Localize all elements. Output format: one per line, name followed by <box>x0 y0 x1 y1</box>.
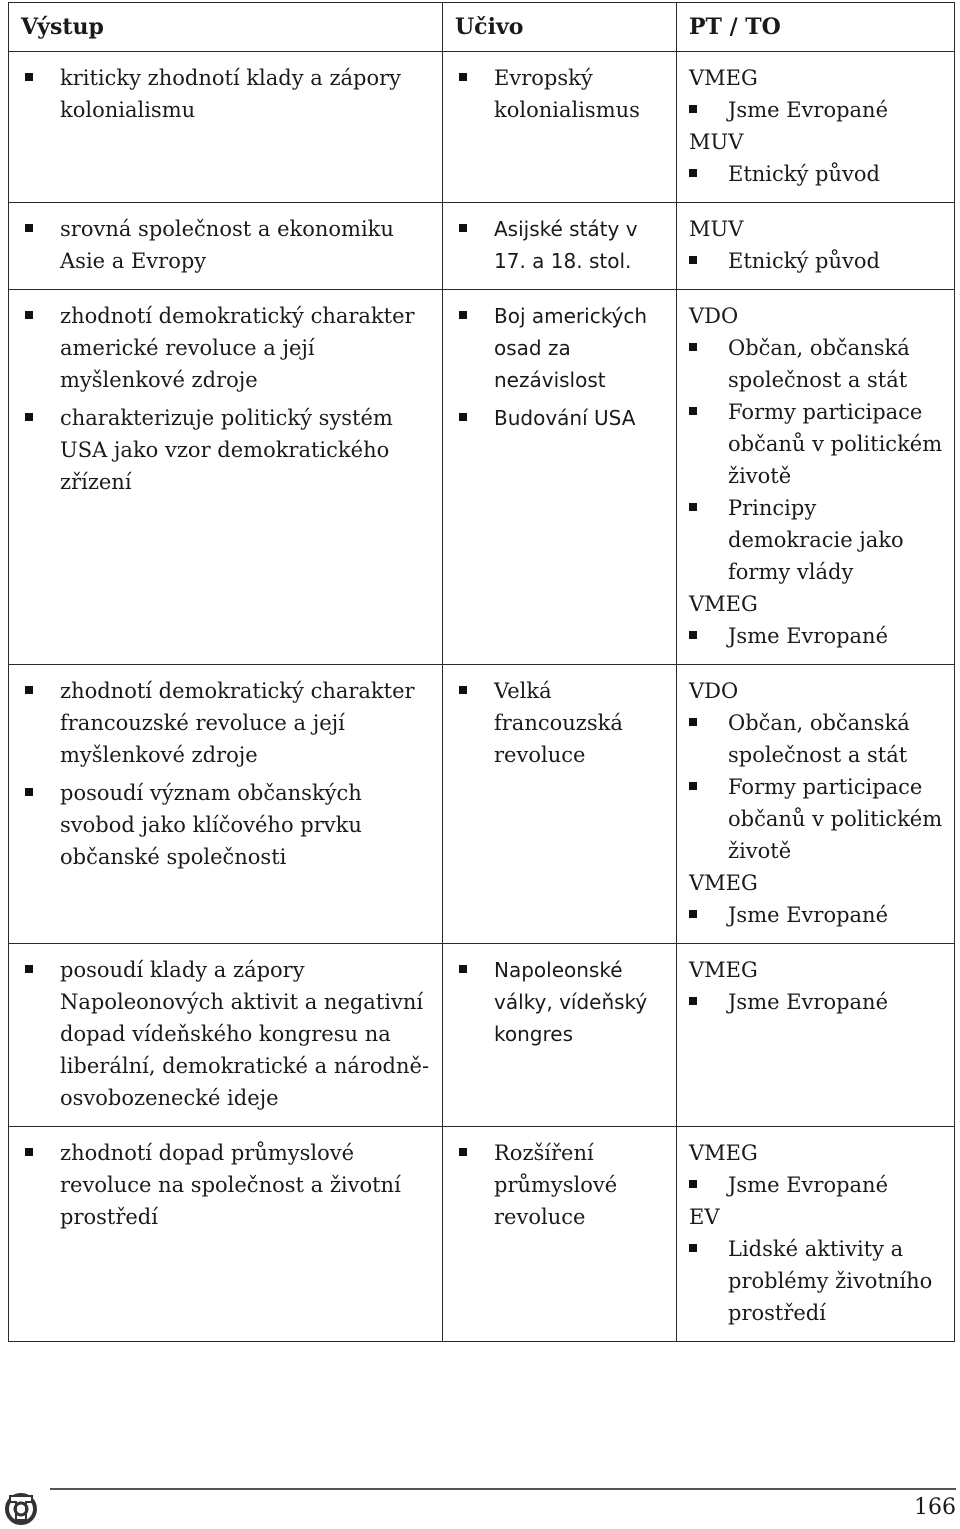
vystup-list <box>9 52 442 138</box>
vystup-item <box>21 1137 432 1233</box>
ucivo-text: Velká francouzská revoluce <box>494 679 623 767</box>
vystup-item <box>21 675 432 771</box>
bullet-icon <box>689 718 697 726</box>
pt-list <box>677 944 954 1030</box>
ucivo-item <box>455 675 666 771</box>
vystup-text: zhodnotí demokratický charakter americké revoluce a její myšlenkové zdroje <box>60 304 415 392</box>
ucivo-item <box>455 954 666 1050</box>
bullet-icon <box>459 1148 467 1156</box>
vystup-list <box>9 944 442 1126</box>
vystup-text: zhodnotí dopad průmyslové revoluce na společnost a životní prostředí <box>60 1141 401 1229</box>
ucivo-list <box>443 944 676 1062</box>
pt-cell <box>677 290 955 665</box>
theme-text: Jsme Evropané <box>728 1173 889 1197</box>
bullet-icon <box>689 105 697 113</box>
bullet-icon <box>25 73 33 81</box>
theme-item <box>689 94 944 126</box>
bullet-icon <box>689 997 697 1005</box>
vystup-cell <box>9 290 443 665</box>
bullet-icon <box>25 965 33 973</box>
bullet-icon <box>25 413 33 421</box>
vystup-cell <box>9 1127 443 1342</box>
theme-tag: VMEG <box>689 592 758 616</box>
ucivo-item <box>455 213 666 277</box>
bullet-icon <box>689 782 697 790</box>
theme-text: Jsme Evropané <box>728 98 889 122</box>
table-row <box>9 203 955 290</box>
pt-cell <box>677 944 955 1127</box>
bullet-icon <box>689 407 697 415</box>
theme-text: Jsme Evropané <box>728 903 889 927</box>
theme-item <box>689 245 944 277</box>
ucivo-text: Boj amerických osad za nezávislost <box>494 304 648 392</box>
vystup-text: zhodnotí demokratický charakter francouzské revoluce a její myšlenkové zdroje <box>60 679 415 767</box>
ucivo-text: Budování USA <box>494 406 636 430</box>
vystup-item <box>21 62 432 126</box>
theme-item <box>689 707 944 771</box>
ucivo-cell <box>443 665 677 944</box>
header-pt: PT / TO <box>677 3 955 52</box>
table-row <box>9 665 955 944</box>
bullet-icon <box>689 503 697 511</box>
ucivo-item <box>455 402 666 434</box>
theme-text: Občan, občanská společnost a stát <box>728 711 910 767</box>
theme-text: Formy participace občanů v politickém životě <box>728 775 943 863</box>
theme-text: Občan, občanská společnost a stát <box>728 336 910 392</box>
ucivo-list <box>443 1127 676 1245</box>
table-row <box>9 1127 955 1342</box>
bullet-icon <box>689 631 697 639</box>
footer-divider <box>50 1488 956 1490</box>
theme-tag: EV <box>689 1205 720 1229</box>
ucivo-item <box>455 300 666 396</box>
theme-item <box>689 396 944 492</box>
theme-text: Jsme Evropané <box>728 990 889 1014</box>
ucivo-cell <box>443 290 677 665</box>
table-row <box>9 944 955 1127</box>
pt-list <box>677 290 954 664</box>
theme-text: Etnický původ <box>728 249 880 273</box>
theme-tag: VMEG <box>689 66 758 90</box>
pt-cell <box>677 52 955 203</box>
theme-text: Etnický původ <box>728 162 880 186</box>
ucivo-list <box>443 290 676 446</box>
pt-list <box>677 1127 954 1341</box>
theme-item <box>689 771 944 867</box>
ucivo-text: Rozšíření průmyslové revoluce <box>494 1141 618 1229</box>
theme-item <box>689 986 944 1018</box>
school-logo-icon <box>2 1490 40 1526</box>
vystup-item <box>21 777 432 873</box>
bullet-icon <box>459 686 467 694</box>
ucivo-cell <box>443 203 677 290</box>
bullet-icon <box>689 910 697 918</box>
pt-cell <box>677 1127 955 1342</box>
pt-list <box>677 665 954 943</box>
theme-text: Formy participace občanů v politickém životě <box>728 400 943 488</box>
bullet-icon <box>689 256 697 264</box>
bullet-icon <box>25 686 33 694</box>
theme-item <box>689 158 944 190</box>
theme-item <box>689 1233 944 1329</box>
vystup-cell <box>9 944 443 1127</box>
theme-tag: VDO <box>689 679 739 703</box>
bullet-icon <box>689 1180 697 1188</box>
pt-cell <box>677 203 955 290</box>
table-row <box>9 52 955 203</box>
bullet-icon <box>25 224 33 232</box>
ucivo-item <box>455 1137 666 1233</box>
vystup-list <box>9 665 442 885</box>
theme-tag: VMEG <box>689 871 758 895</box>
ucivo-text: Asijské státy v 17. a 18. stol. <box>494 217 638 273</box>
vystup-text: charakterizuje politický systém USA jako vzor demokratického zřízení <box>60 406 393 494</box>
theme-tag: MUV <box>689 130 744 154</box>
vystup-cell <box>9 203 443 290</box>
vystup-item <box>21 402 432 498</box>
theme-item <box>689 899 944 931</box>
theme-tag: VMEG <box>689 958 758 982</box>
pt-cell <box>677 665 955 944</box>
ucivo-list <box>443 52 676 138</box>
bullet-icon <box>689 1244 697 1252</box>
vystup-cell <box>9 52 443 203</box>
vystup-text: posoudí význam občanských svobod jako klíčového prvku občanské společnosti <box>60 781 362 869</box>
ucivo-list <box>443 665 676 783</box>
bullet-icon <box>459 73 467 81</box>
bullet-icon <box>689 169 697 177</box>
pt-list <box>677 203 954 289</box>
curriculum-table <box>8 2 955 1342</box>
bullet-icon <box>25 788 33 796</box>
theme-item <box>689 1169 944 1201</box>
page-number: 166 <box>914 1495 956 1520</box>
theme-item <box>689 332 944 396</box>
bullet-icon <box>459 965 467 973</box>
vystup-text: kriticky zhodnotí klady a zápory kolonialismu <box>60 66 402 122</box>
header-ucivo: Učivo <box>443 3 677 52</box>
vystup-text: posoudí klady a zápory Napoleonových aktivit a negativní dopad vídeňského kongresu na liberální, demokratické a národně-osvobozenecké ideje <box>60 958 430 1110</box>
vystup-list <box>9 290 442 510</box>
ucivo-cell <box>443 944 677 1127</box>
ucivo-text: Napoleonské války, vídeňský kongres <box>494 958 648 1046</box>
vystup-item <box>21 954 432 1114</box>
bullet-icon <box>459 413 467 421</box>
theme-text: Lidské aktivity a problémy životního prostředí <box>728 1237 933 1325</box>
theme-tag: VDO <box>689 304 739 328</box>
vystup-list <box>9 203 442 289</box>
theme-text: Principy demokracie jako formy vlády <box>728 496 904 584</box>
theme-item <box>689 620 944 652</box>
bullet-icon <box>25 311 33 319</box>
bullet-icon <box>25 1148 33 1156</box>
pt-list <box>677 52 954 202</box>
bullet-icon <box>459 224 467 232</box>
vystup-text: srovná společnost a ekonomiku Asie a Evropy <box>60 217 394 273</box>
bullet-icon <box>459 311 467 319</box>
ucivo-cell <box>443 1127 677 1342</box>
vystup-item <box>21 300 432 396</box>
theme-tag: MUV <box>689 217 744 241</box>
theme-item <box>689 492 944 588</box>
vystup-cell <box>9 665 443 944</box>
theme-text: Jsme Evropané <box>728 624 889 648</box>
ucivo-text: Evropský kolonialismus <box>494 66 640 122</box>
theme-tag: VMEG <box>689 1141 758 1165</box>
vystup-item <box>21 213 432 277</box>
ucivo-cell <box>443 52 677 203</box>
ucivo-list <box>443 203 676 289</box>
ucivo-item <box>455 62 666 126</box>
bullet-icon <box>689 343 697 351</box>
vystup-list <box>9 1127 442 1245</box>
header-vystup: Výstup <box>9 3 443 52</box>
table-row <box>9 290 955 665</box>
header-row <box>9 3 955 52</box>
